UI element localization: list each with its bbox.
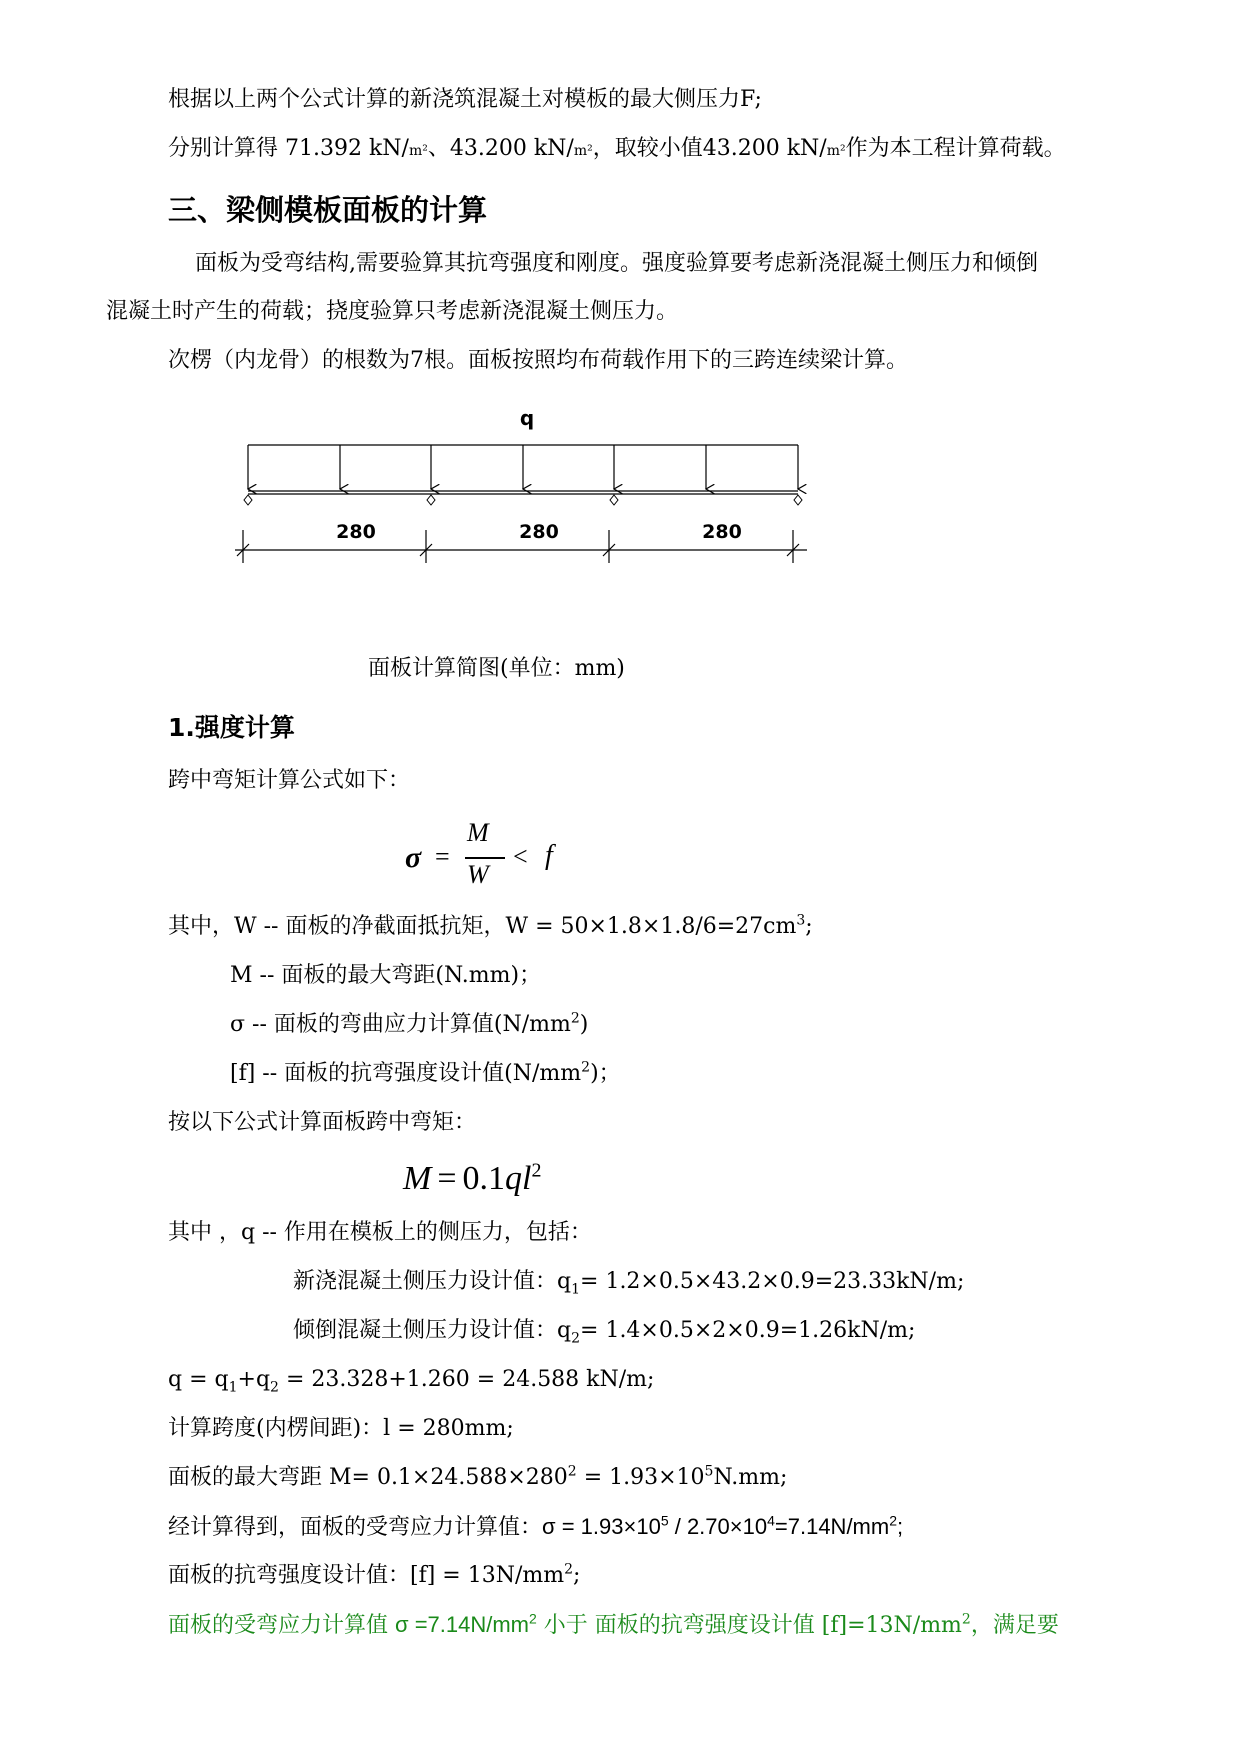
superscript: 2 bbox=[570, 1010, 580, 1027]
subscript: 2 bbox=[571, 1330, 581, 1347]
formula-less-than: < bbox=[513, 842, 528, 871]
formula-q: q bbox=[505, 1160, 523, 1197]
diagram-caption: 面板计算简图(单位：mm) bbox=[368, 656, 625, 681]
paragraph-panel-intro-2: 混凝土时产生的荷载；挠度验算只考虑新浇混凝土侧压力。 bbox=[106, 299, 679, 324]
text: ; bbox=[573, 1563, 581, 1588]
text: [f] -- 面板的抗弯强度设计值(N/mm bbox=[230, 1061, 582, 1086]
definition-m: M -- 面板的最大弯距(N.mm)； bbox=[230, 963, 542, 988]
text: 其中，W -- 面板的净截面抵抗矩，W = 50×1.8×1.8/6=27cm bbox=[168, 914, 797, 939]
span-label: 280 bbox=[336, 521, 376, 543]
text: ; bbox=[897, 1514, 904, 1539]
text: 面板的抗弯强度设计值：[f] = 13N/mm bbox=[168, 1563, 565, 1588]
unit: m² bbox=[573, 143, 593, 159]
text: = 1.4×0.5×2×0.9=1.26kN/m; bbox=[580, 1318, 916, 1343]
superscript: 2 bbox=[889, 1512, 898, 1529]
text: 经计算得到，面板的受弯应力计算值： bbox=[168, 1515, 543, 1540]
formula-stress bbox=[405, 818, 585, 898]
paragraph-panel-intro-1: 面板为受弯结构,需要验算其抗弯强度和刚度。强度验算要考虑新浇混凝土侧压力和倾倒 bbox=[195, 251, 1038, 276]
text: ; bbox=[805, 914, 813, 939]
text: 倾倒混凝土侧压力设计值：q bbox=[293, 1318, 572, 1343]
text: = 1.2×0.5×43.2×0.9=23.33kN/m; bbox=[580, 1269, 965, 1294]
span-label: 280 bbox=[702, 521, 742, 543]
formula-m: M bbox=[403, 1160, 432, 1197]
text: ，取较小值43.200 kN/ bbox=[592, 136, 827, 161]
text: σ = 1.93×10 bbox=[542, 1514, 661, 1539]
definition-sigma bbox=[230, 1010, 588, 1040]
paragraph-calc-results bbox=[168, 134, 1066, 166]
q2-value bbox=[293, 1316, 915, 1346]
definition-f bbox=[230, 1059, 621, 1089]
support bbox=[794, 495, 802, 505]
text: 、43.200 kN/ bbox=[427, 136, 574, 161]
subscript: 2 bbox=[270, 1379, 279, 1396]
text: = 1.93×10 bbox=[576, 1465, 705, 1490]
paragraph-moment-calc-intro: 按以下公式计算面板跨中弯矩： bbox=[168, 1110, 477, 1135]
text: 新浇混凝土侧压力设计值：q bbox=[293, 1269, 572, 1294]
section-heading: 三、梁侧模板面板的计算 bbox=[168, 193, 488, 227]
beam-diagram bbox=[225, 405, 825, 575]
subsection-heading-strength: 1.强度计算 bbox=[168, 713, 295, 742]
support bbox=[610, 495, 618, 505]
q1-value bbox=[293, 1267, 964, 1297]
paragraph-moment-formula-intro: 跨中弯矩计算公式如下： bbox=[168, 768, 411, 793]
text: 分别计算得 71.392 kN/ bbox=[168, 136, 409, 161]
formula-moment bbox=[403, 1160, 541, 1206]
formula-equals: = bbox=[435, 842, 450, 871]
text: = 23.328+1.260 = 24.588 kN/m; bbox=[278, 1367, 655, 1392]
text: N.mm; bbox=[713, 1465, 788, 1490]
superscript: 3 bbox=[796, 912, 806, 929]
text: 面板的最大弯距 M= 0.1×24.588×280 bbox=[168, 1465, 568, 1490]
text: σ -- 面板的弯曲应力计算值(N/mm bbox=[230, 1012, 571, 1037]
stress-calc-value bbox=[168, 1512, 903, 1543]
text: 面板的受弯应力计算值 bbox=[168, 1613, 395, 1638]
superscript: 4 bbox=[767, 1512, 775, 1529]
superscript: 5 bbox=[704, 1463, 714, 1480]
load-label: q bbox=[519, 406, 535, 430]
q-total bbox=[168, 1365, 654, 1395]
max-moment bbox=[168, 1463, 787, 1493]
text: )； bbox=[590, 1061, 621, 1086]
fraction-bar bbox=[465, 857, 505, 859]
text: / 2.70×10 bbox=[668, 1514, 768, 1539]
unit: m² bbox=[408, 143, 428, 159]
text: σ =7.14N/mm bbox=[395, 1612, 530, 1637]
text: ，满足要 bbox=[970, 1613, 1059, 1638]
text: +q bbox=[237, 1367, 271, 1392]
superscript: 5 bbox=[660, 1512, 669, 1529]
subscript: 1 bbox=[228, 1379, 238, 1396]
formula-f: f bbox=[545, 840, 553, 871]
formula-l: l bbox=[522, 1160, 532, 1197]
superscript: 2 bbox=[567, 1463, 577, 1480]
definition-w bbox=[168, 912, 813, 942]
subscript: 1 bbox=[571, 1281, 581, 1298]
formula-equals: = bbox=[437, 1160, 457, 1197]
text: 小于 面板的抗弯强度设计值 [f]=13N/mm bbox=[536, 1613, 962, 1638]
paragraph-joist-count: 次楞（内龙骨）的根数为7根。面板按照均布荷载作用下的三跨连续梁计算。 bbox=[168, 348, 908, 373]
design-strength bbox=[168, 1561, 580, 1591]
support bbox=[427, 495, 435, 505]
text: q = q bbox=[168, 1367, 229, 1392]
superscript: 2 bbox=[581, 1059, 591, 1076]
calc-span: 计算跨度(内楞间距)：l = 280mm; bbox=[168, 1416, 514, 1441]
superscript: 2 bbox=[564, 1561, 574, 1578]
span-label: 280 bbox=[519, 521, 559, 543]
text: =7.14N/mm bbox=[774, 1514, 890, 1539]
formula-exponent: 2 bbox=[531, 1159, 542, 1182]
formula-denominator: W bbox=[467, 860, 489, 889]
paragraph-max-pressure: 根据以上两个公式计算的新浇筑混凝土对模板的最大侧压力F; bbox=[168, 87, 762, 112]
text: ) bbox=[579, 1012, 589, 1037]
superscript: 2 bbox=[529, 1610, 537, 1627]
formula-numerator: M bbox=[467, 818, 489, 847]
support bbox=[244, 495, 252, 505]
superscript: 2 bbox=[961, 1611, 971, 1628]
paragraph-q-definition: 其中 ，q -- 作用在模板上的侧压力，包括： bbox=[168, 1220, 592, 1245]
text: 作为本工程计算荷载。 bbox=[845, 136, 1066, 161]
formula-sigma: σ bbox=[405, 841, 422, 874]
conclusion bbox=[168, 1610, 1059, 1641]
unit: m² bbox=[826, 143, 846, 159]
formula-coefficient: 0.1 bbox=[462, 1160, 506, 1197]
